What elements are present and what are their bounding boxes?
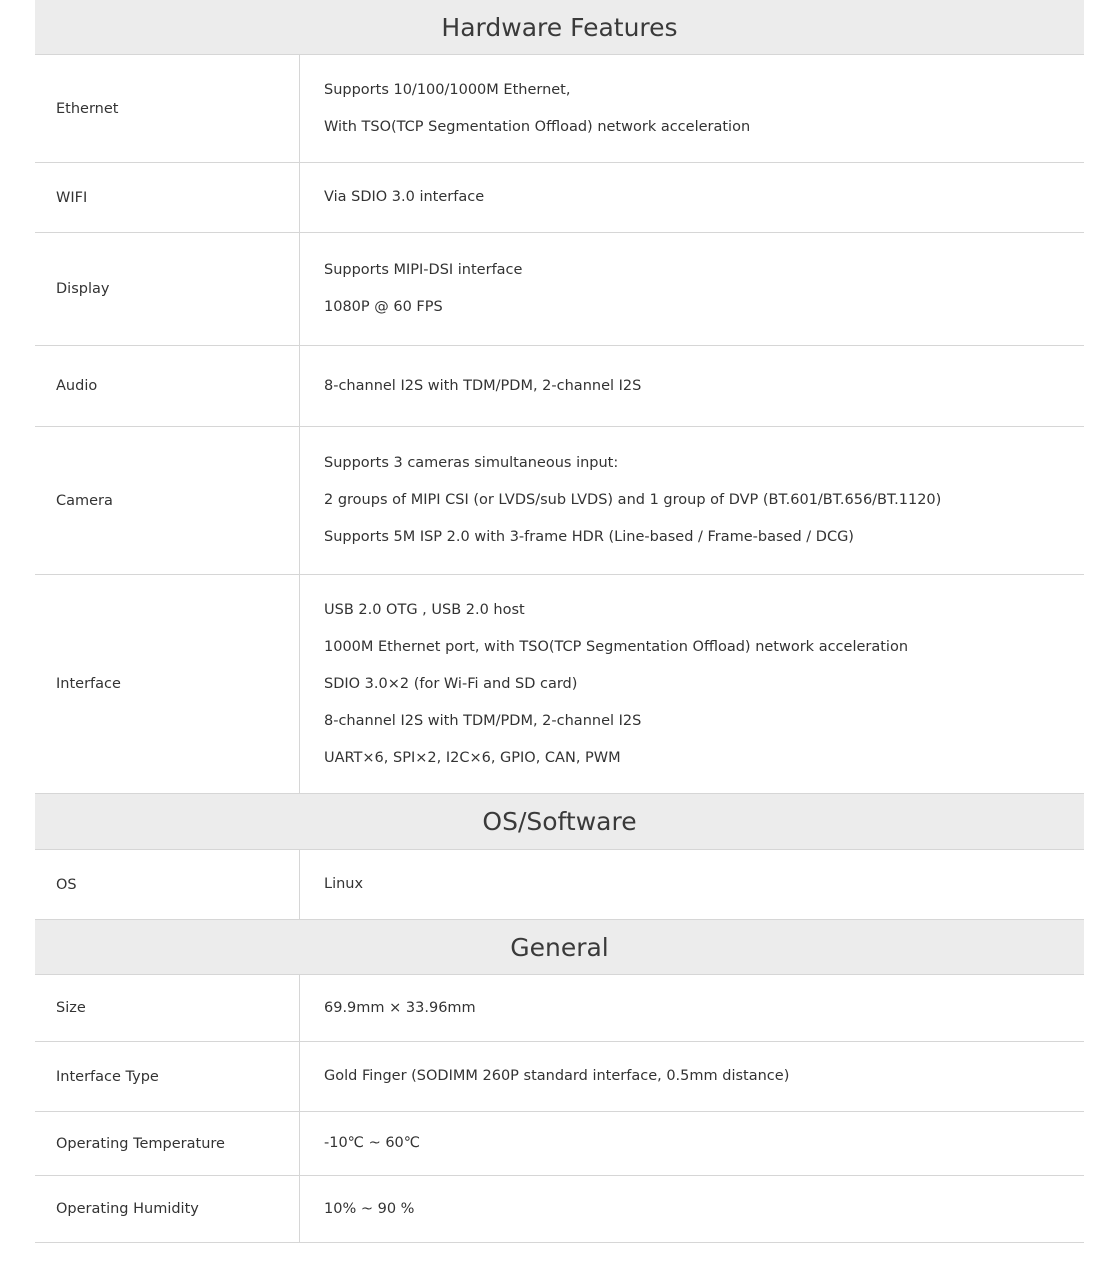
spec-value-line: 1000M Ethernet port, with TSO(TCP Segmentation Offload) network acceleration [324,638,909,655]
section-title-general: General [510,932,609,962]
spec-row-interface [35,575,1084,794]
spec-value-line: With TSO(TCP Segmentation Offload) network acceleration [324,118,751,135]
spec-value [300,233,1084,345]
spec-value [300,1042,1084,1111]
spec-label: Audio [35,346,300,426]
spec-label: Interface [35,575,300,793]
spec-value [300,1112,1084,1175]
spec-value [300,850,1084,919]
section-header-hardware [35,0,1084,55]
spec-value-line: Supports 10/100/1000M Ethernet, [324,81,571,98]
spec-value-line: 8-channel I2S with TDM/PDM, 2-channel I2S [324,712,642,729]
spec-value-line: 69.9mm × 33.96mm [324,999,476,1016]
spec-row-audio [35,346,1084,427]
spec-label: Operating Humidity [35,1176,300,1242]
spec-row-ethernet [35,55,1084,163]
spec-label: OS [35,850,300,919]
spec-value-line: 1080P @ 60 FPS [324,299,443,315]
spec-value-line: Supports 5M ISP 2.0 with 3-frame HDR (Line-based / Frame-based / DCG) [324,529,854,545]
spec-row-wifi [35,163,1084,233]
spec-value [300,346,1084,426]
spec-value-line: Supports 3 cameras simultaneous input: [324,455,619,471]
section-title-hardware: Hardware Features [441,12,678,42]
spec-label: Display [35,233,300,345]
spec-label: Size [35,975,300,1041]
spec-row-operating-humidity [35,1176,1084,1243]
spec-label: Camera [35,427,300,574]
section-header-general [35,920,1084,975]
spec-row-os [35,850,1084,920]
spec-value-line: -10℃ ~ 60℃ [324,1135,421,1151]
spec-value-line: 10% ~ 90 % [324,1200,415,1217]
spec-label: Operating Temperature [35,1112,300,1175]
spec-value [300,575,1084,793]
spec-value-line: UART×6, SPI×2, I2C×6, GPIO, CAN, PWM [324,749,621,766]
spec-row-size [35,975,1084,1042]
spec-value-line: SDIO 3.0×2 (for Wi-Fi and SD card) [324,675,578,692]
spec-row-display [35,233,1084,346]
spec-value-line: Gold Finger (SODIMM 260P standard interface, 0.5mm distance) [324,1068,790,1084]
spec-table [35,0,1084,1243]
section-title-os: OS/Software [482,807,637,836]
spec-value [300,975,1084,1041]
spec-row-interface-type [35,1042,1084,1112]
spec-label: Ethernet [35,55,300,162]
spec-value [300,55,1084,162]
spec-row-camera [35,427,1084,575]
spec-value [300,163,1084,232]
spec-value-line: Supports MIPI-DSI interface [324,262,523,278]
spec-value-line: Via SDIO 3.0 interface [324,189,485,205]
spec-value [300,1176,1084,1242]
spec-value-line: 2 groups of MIPI CSI (or LVDS/sub LVDS) and 1 group of DVP (BT.601/BT.656/BT.1120) [324,492,942,508]
section-header-os [35,794,1084,850]
spec-row-operating-temperature [35,1112,1084,1176]
spec-value-line: 8-channel I2S with TDM/PDM, 2-channel I2S [324,377,642,394]
spec-label: WIFI [35,163,300,232]
spec-label: Interface Type [35,1042,300,1111]
spec-value-line: Linux [324,876,364,892]
spec-value [300,427,1084,574]
spec-value-line: USB 2.0 OTG , USB 2.0 host [324,601,525,618]
